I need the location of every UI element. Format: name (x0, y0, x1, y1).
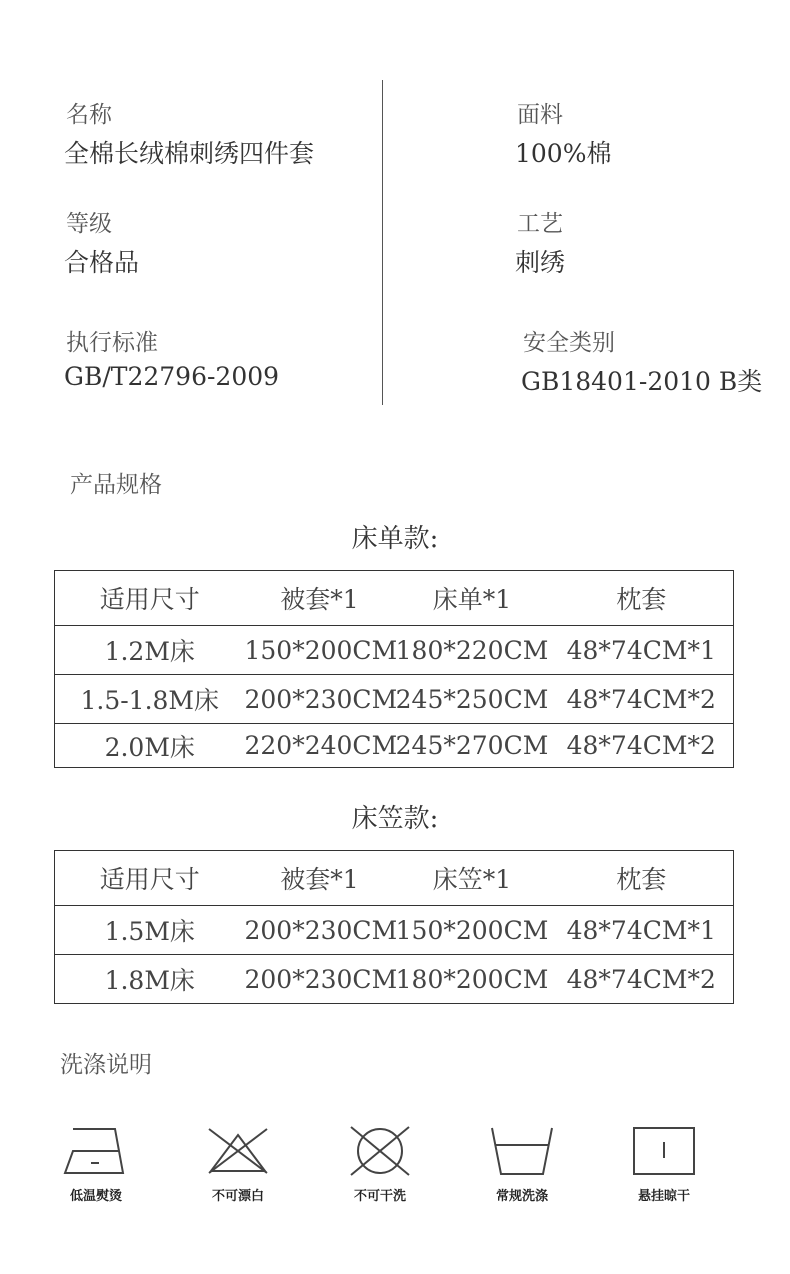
table-cell: 180*200CM (395, 955, 550, 1004)
table-cell: 150*200CM (245, 626, 395, 675)
no-bleach-icon (205, 1125, 271, 1177)
table-cell: 48*74CM*1 (550, 626, 734, 675)
table-cell: 1.8M床 (55, 955, 245, 1004)
fabric-label: 面料 (517, 102, 563, 128)
standard-label: 执行标准 (66, 330, 158, 356)
table-cell: 200*230CM (245, 906, 395, 955)
care-label: 不可漂白 (211, 1189, 264, 1204)
fabric-value: 100%棉 (515, 139, 612, 168)
table-cell: 48*74CM*2 (550, 724, 734, 768)
name-value: 全棉长绒棉刺绣四件套 (64, 139, 315, 168)
care-item-wash (467, 1125, 577, 1204)
care-item-iron (41, 1125, 151, 1204)
fitted-size-table (54, 850, 734, 1004)
table-cell: 245*270CM (395, 724, 550, 768)
table-cell: 1.2M床 (55, 626, 245, 675)
care-label: 常规洗涤 (495, 1189, 548, 1204)
table-cell: 48*74CM*1 (550, 906, 734, 955)
table-cell: 48*74CM*2 (550, 955, 734, 1004)
info-divider (382, 80, 383, 405)
table-cell: 220*240CM (245, 724, 395, 768)
care-label: 悬挂晾干 (637, 1189, 690, 1204)
hang-dry-icon (631, 1125, 697, 1177)
table-header-row (55, 851, 734, 906)
grade-value: 合格品 (64, 248, 140, 277)
table-row (55, 906, 734, 955)
table-cell: 1.5-1.8M床 (55, 675, 245, 724)
craft-value: 刺绣 (515, 248, 566, 277)
care-label: 不可干洗 (353, 1189, 406, 1204)
header-cell: 适用尺寸 (99, 865, 200, 894)
table-header-row (55, 571, 734, 626)
low-temp-iron-icon (63, 1125, 129, 1177)
header-cell: 枕套 (616, 865, 667, 894)
table-cell: 180*220CM (395, 626, 550, 675)
table-cell: 150*200CM (395, 906, 550, 955)
table-row (55, 955, 734, 1004)
care-section-title: 洗涤说明 (60, 1052, 152, 1078)
table-cell: 48*74CM*2 (550, 675, 734, 724)
normal-wash-icon (489, 1125, 555, 1177)
table-cell: 200*230CM (245, 955, 395, 1004)
standard-value: GB/T22796-2009 (64, 362, 280, 391)
craft-label: 工艺 (517, 211, 563, 237)
care-item-dry-clean (325, 1125, 435, 1204)
header-cell: 被套*1 (280, 865, 359, 894)
fitted-table-title: 床笠款: (351, 804, 439, 834)
care-item-hang-dry (609, 1125, 719, 1204)
safety-label: 安全类别 (523, 330, 615, 356)
header-cell: 床笠*1 (432, 865, 512, 894)
care-item-bleach (183, 1125, 293, 1204)
table-cell: 200*230CM (245, 675, 395, 724)
table-cell: 245*250CM (395, 675, 550, 724)
table-row (55, 724, 734, 768)
header-cell: 适用尺寸 (99, 585, 200, 614)
table-row (55, 675, 734, 724)
header-cell: 枕套 (616, 585, 667, 614)
sheet-table-title: 床单款: (351, 524, 439, 554)
sheet-size-table (54, 570, 734, 768)
safety-value: GB18401-2010 B类 (521, 367, 763, 396)
name-label: 名称 (66, 102, 112, 128)
no-dry-clean-icon (347, 1125, 413, 1177)
header-cell: 床单*1 (432, 585, 512, 614)
grade-label: 等级 (66, 211, 112, 237)
table-row (55, 626, 734, 675)
table-cell: 2.0M床 (55, 724, 245, 768)
spec-section-title: 产品规格 (70, 472, 162, 498)
care-label: 低温熨烫 (69, 1189, 122, 1204)
header-cell: 被套*1 (280, 585, 359, 614)
table-cell: 1.5M床 (55, 906, 245, 955)
